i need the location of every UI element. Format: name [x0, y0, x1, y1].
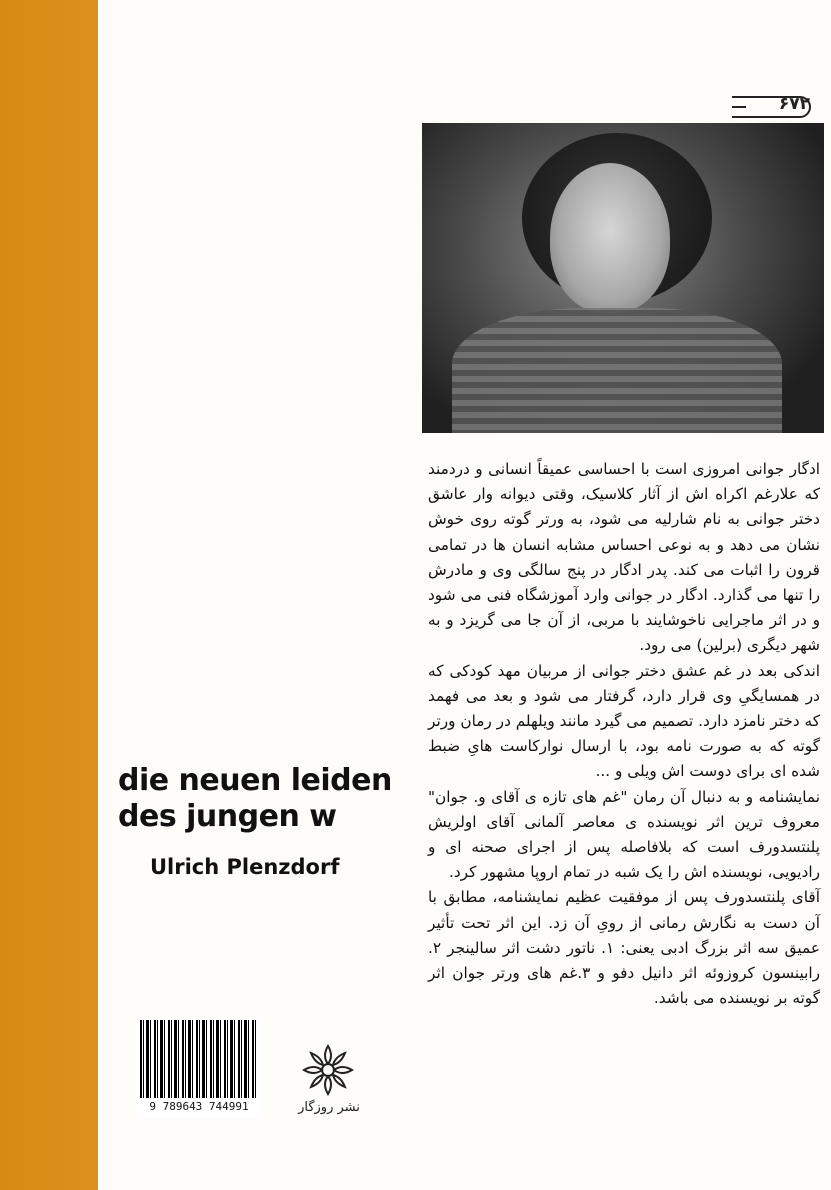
- book-title-line-1: die neuen leiden: [118, 763, 392, 798]
- blurb-paragraph-2: اندکی بعد در غم عشق دختر جوانی از مربیان مهد کودکی که در همسایگیِ وی قرار دارد، گرفتار می شود و بعد می فهمد که دختر نامزد دارد. تصمیم می گیرد مانند ویلهلم در رمان ورتر گوته که به صورت نامه بود، با ارسال نوارکاست هایِ ضبط شده ای برای دوست اش ویلی و ...: [428, 661, 820, 781]
- photo-face: [550, 163, 670, 313]
- publisher-name: نشر روزگار: [298, 1100, 360, 1115]
- publisher-logo-icon: [298, 1040, 358, 1100]
- book-title-line-2: des jungen w: [118, 799, 337, 834]
- book-author: Ulrich Plenzdorf: [150, 855, 340, 879]
- isbn-barcode: [136, 1018, 262, 1118]
- blurb-paragraph-3: نمایشنامه و به دنبال آن رمان "غم های تازه ی آقای و. جوان" معروف ترین اثر نویسنده ی معاصر آلمانی آقای اولریش پلنتسدورف است که بلافاصله پس از اجرای صحنه ای و رادیویی، نویسنده اش را یک شبه در تمام اروپا مشهور کرد.: [428, 787, 820, 882]
- photo-shirt: [452, 308, 782, 433]
- barcode-bars: [140, 1020, 258, 1098]
- blurb-paragraph-4: آقای پلنتسدورف پس از موفقیت عظیم نمایشنامه، مطابق با آن دست به نگارش رمانی از رویِ آن زد. این اثر تحت تأثیر عمیق سه اثر بزرگ ادبی یعنی: ۱. ناتور دشت اثر سالینجر ۲. رابینسون کروزوئه اثر دانیل دفو و ۳.غم های ورتر جوان اثر گوته بر نویسنده می باشد.: [428, 888, 820, 1008]
- blurb-text: [428, 457, 820, 1011]
- book-title: [118, 763, 392, 835]
- page-number-badge: [728, 91, 818, 119]
- badge-number: ۶۷۲: [778, 94, 810, 114]
- author-photo: [422, 123, 824, 433]
- isbn-number: 9 789643 744991: [149, 1100, 249, 1113]
- blurb-paragraph-1: ادگار جوانی امروزی است با احساسی عمیقاً انسانی و دردمند که علارغم اکراه اش از آثار کلاسیک، وقتی دیوانه وار عاشق دختر جوانی به نام شارلیه می شود، به ورتر گوته روی خوش نشان می دهد و به نوعی احساس مشابه انسان ها در تمامی قرون را اثبات می کند. پدر ادگار در پنج سالگی وی و مادرش را تنها می گذارد. ادگار در جوانی وارد آموزشگاه فنی می شود و در اثر ماجرایی ناخوشایند با مربی، از آن جا می گریزد و به شهر دیگری (برلین) می رود.: [428, 460, 820, 655]
